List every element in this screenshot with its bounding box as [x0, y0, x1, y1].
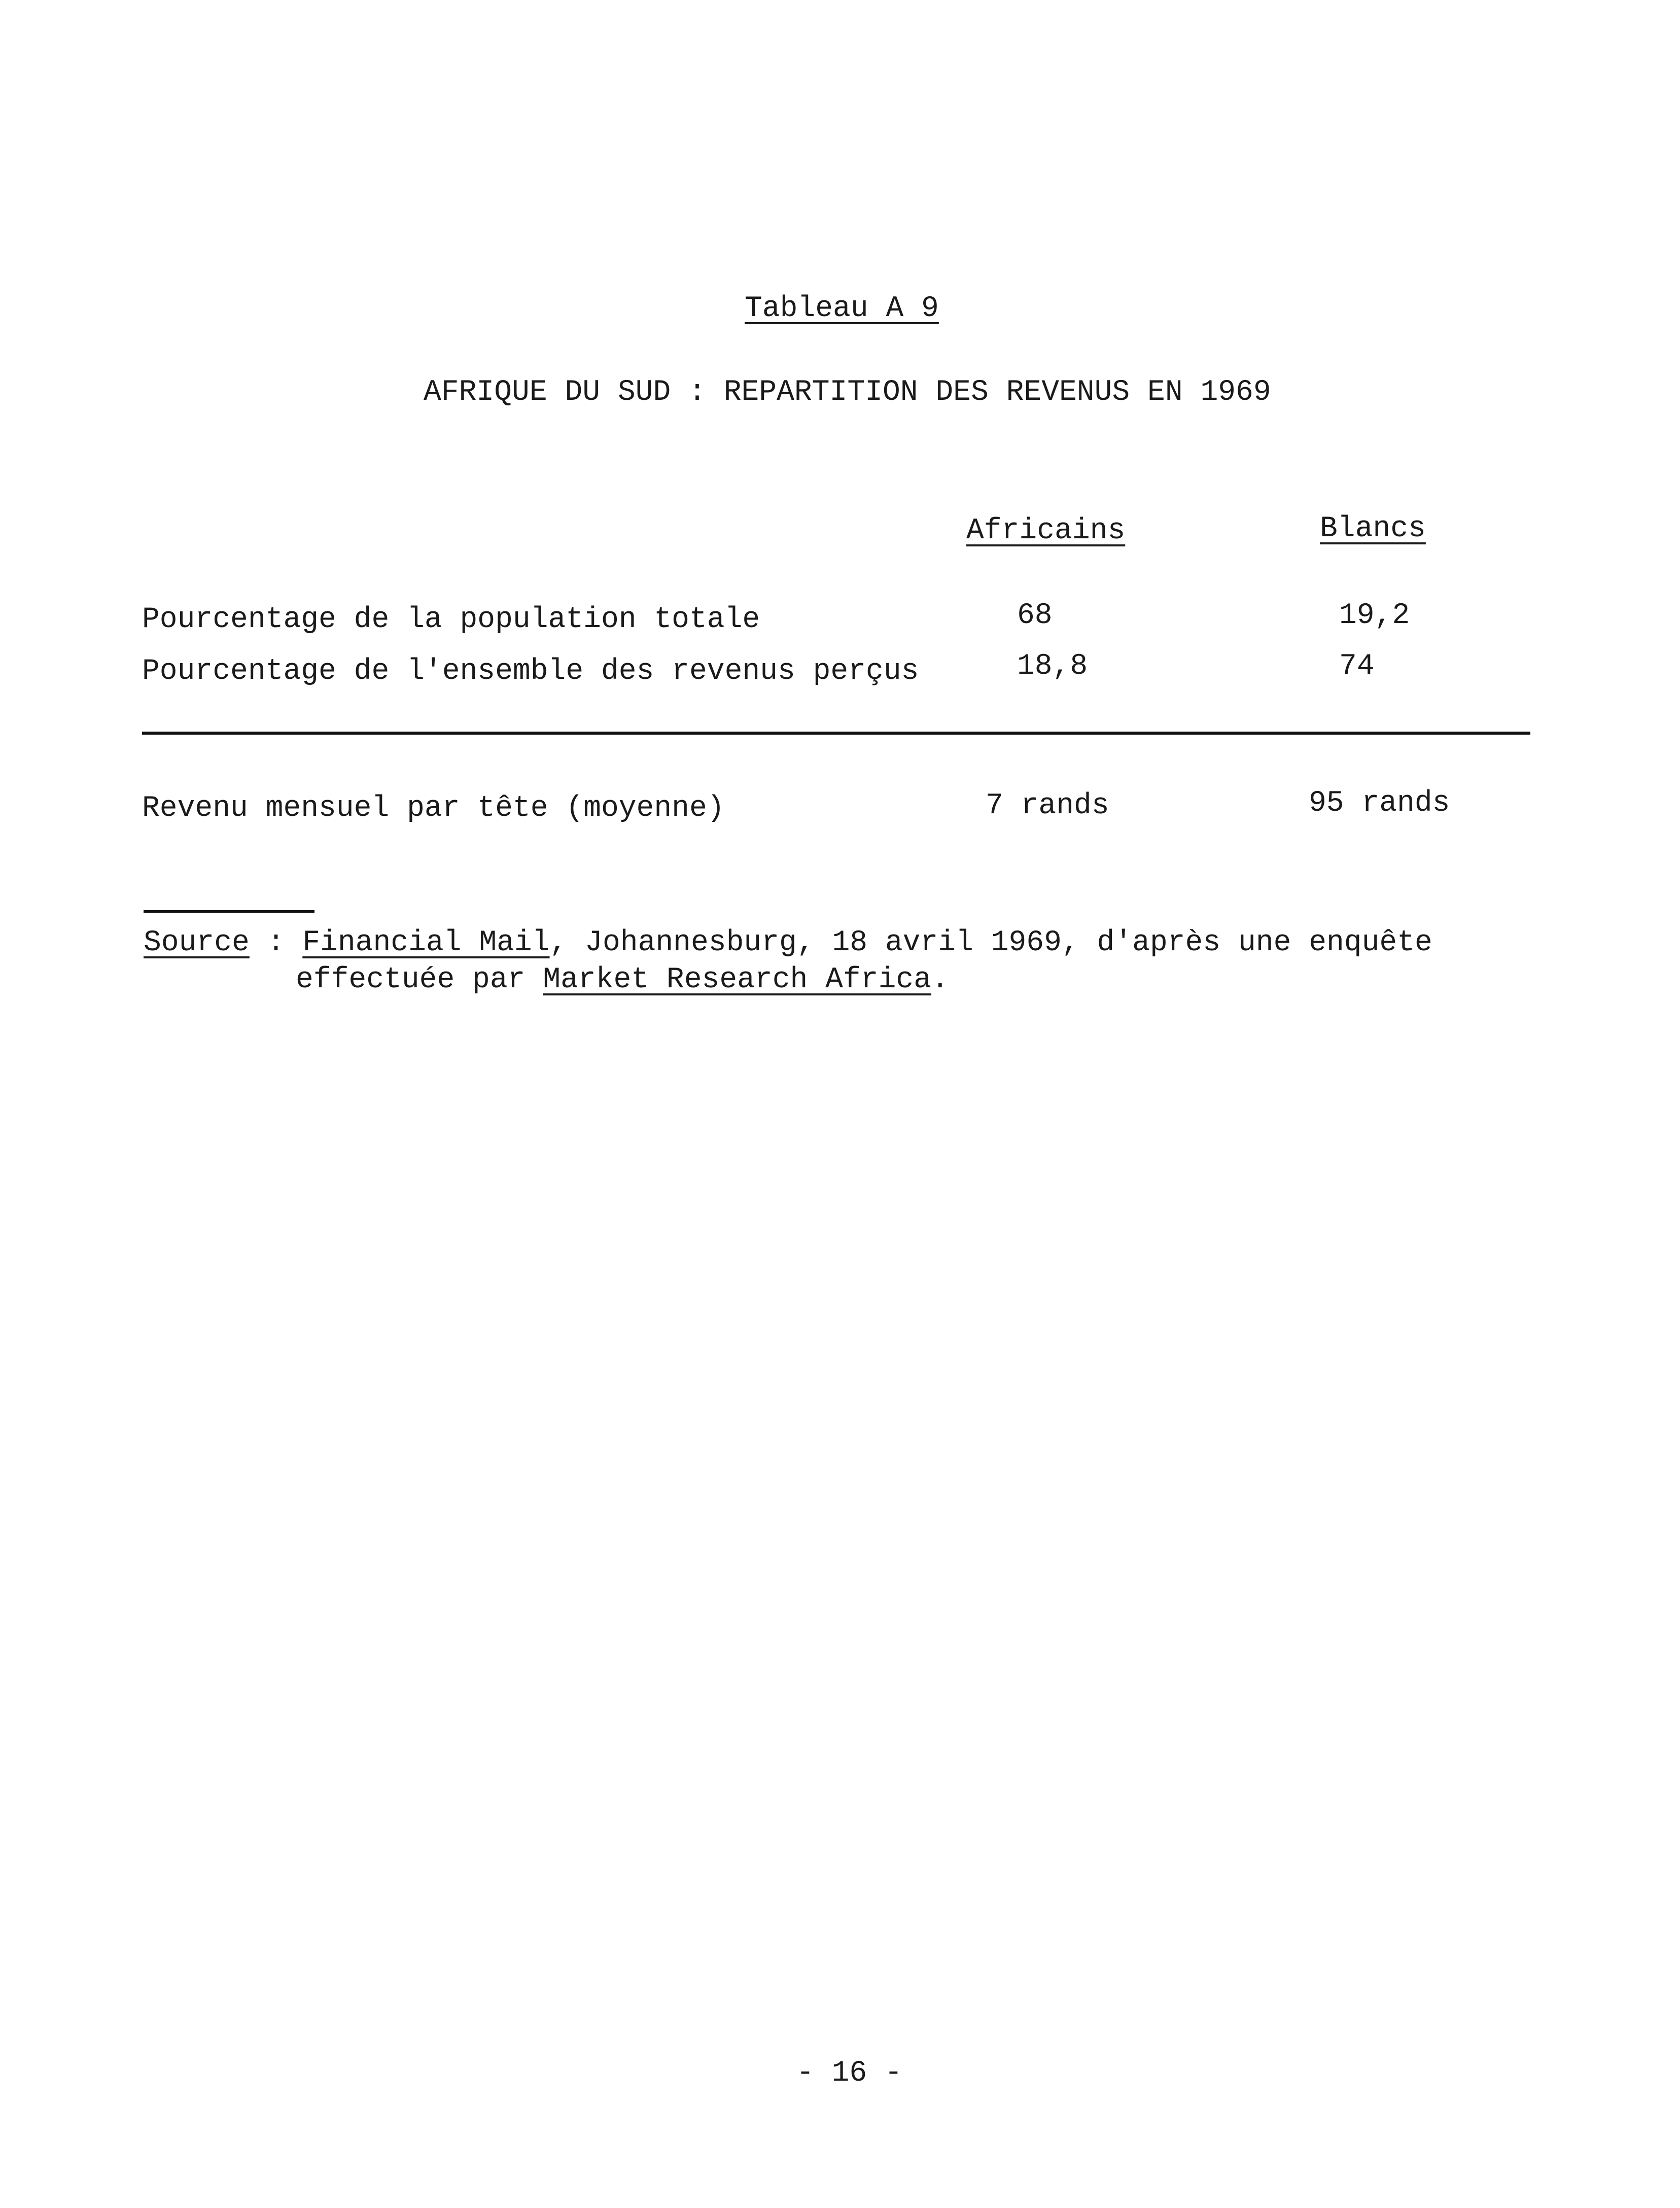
source-agency: Market Research Africa	[543, 963, 932, 996]
table-label: Tableau A 9	[745, 292, 939, 325]
column-header-blancs: Blancs	[1320, 512, 1426, 545]
cell-revenus-africains: 18,8	[1017, 650, 1088, 683]
table-title: AFRIQUE DU SUD : REPARTITION DES REVENUS EN 1969	[424, 376, 1271, 409]
source-line-2	[296, 965, 949, 995]
source-publication: Financial Mail	[302, 926, 550, 959]
column-header-africains: Africains	[966, 514, 1126, 547]
source-separator: :	[249, 926, 303, 959]
cell-population-blancs: 19,2	[1339, 599, 1410, 632]
footnote-rule	[144, 910, 314, 913]
row-label-revenu-mensuel: Revenu mensuel par tête (moyenne)	[142, 792, 725, 825]
source-line-1	[144, 928, 1432, 958]
cell-population-africains: 68	[1017, 599, 1053, 632]
source-label: Source	[144, 926, 250, 959]
cell-revenu-mensuel-africains: 7 rands	[986, 789, 1109, 822]
cell-revenus-blancs: 74	[1339, 650, 1375, 683]
source-line2-prefix: effectuée par	[296, 963, 543, 996]
cell-revenu-mensuel-blancs: 95 rands	[1309, 787, 1450, 820]
table-divider	[142, 732, 1530, 735]
row-label-population: Pourcentage de la population totale	[142, 603, 760, 636]
page-number: - 16 -	[796, 2057, 902, 2090]
row-label-revenus: Pourcentage de l'ensemble des revenus perçus	[142, 655, 919, 688]
source-line1-rest: , Johannesburg, 18 avril 1969, d'après une enquête	[549, 926, 1432, 959]
source-line2-end: .	[931, 963, 949, 996]
